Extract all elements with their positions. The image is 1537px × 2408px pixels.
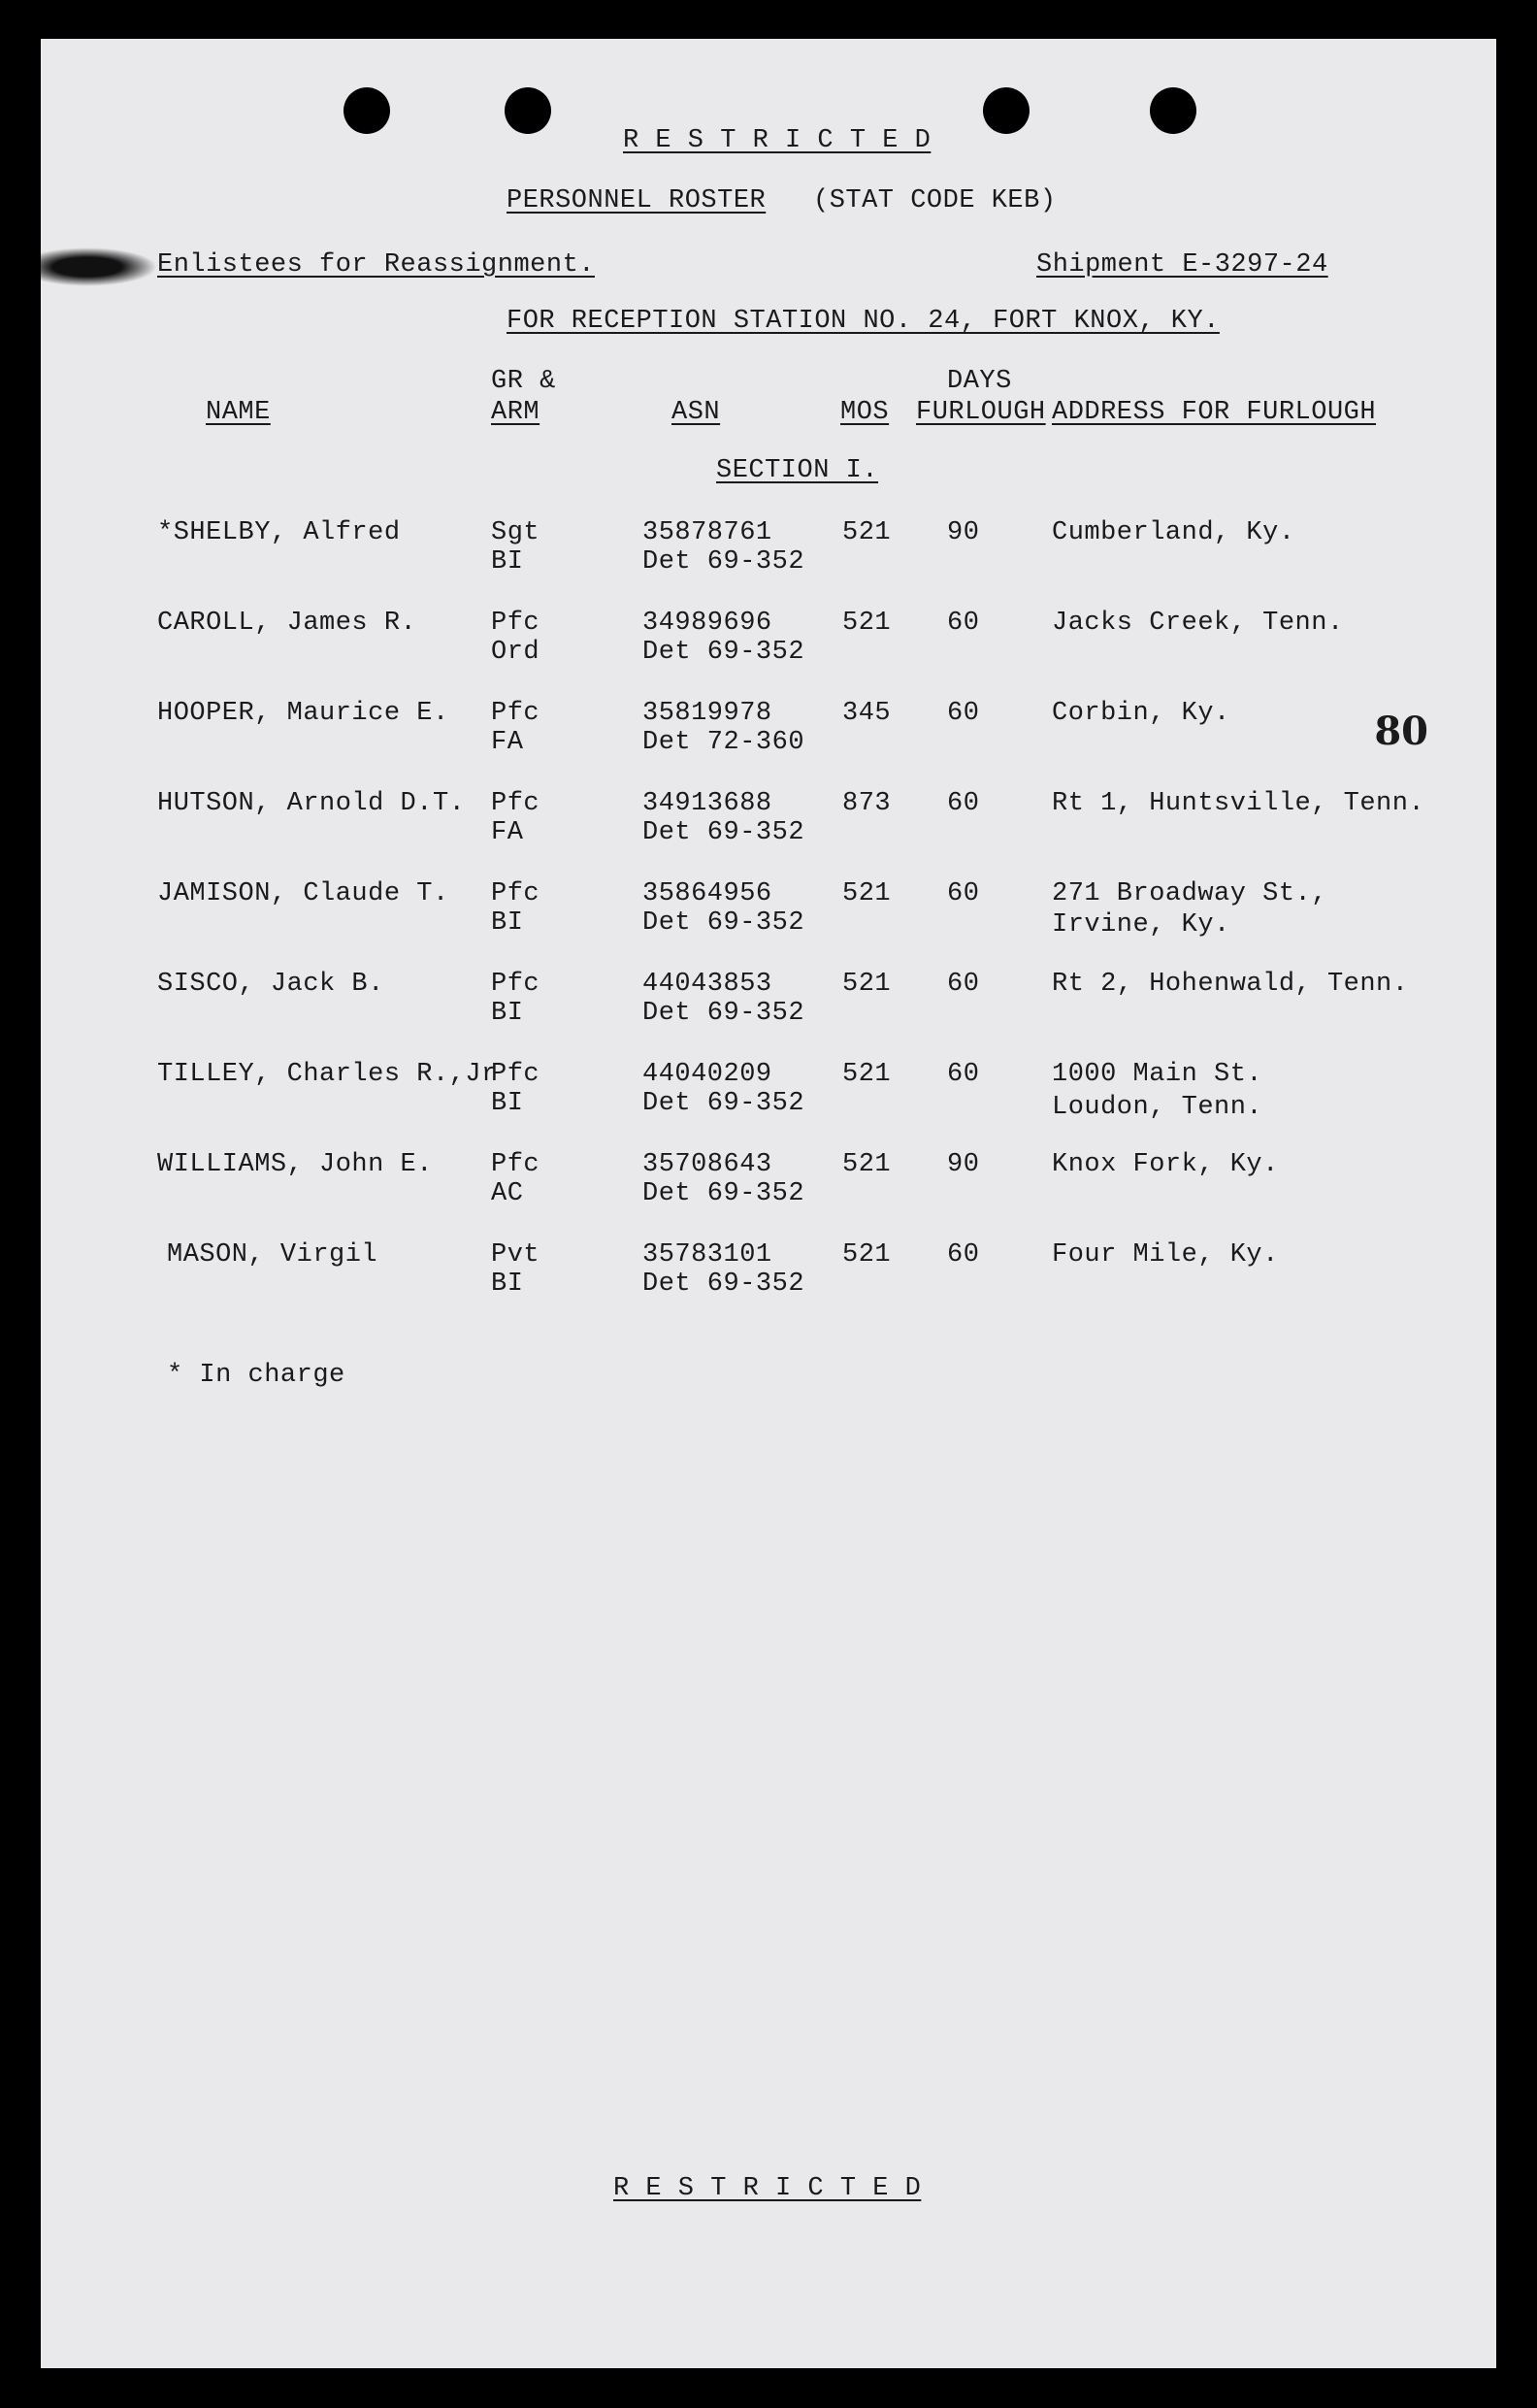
roster-title: PERSONNEL ROSTER [507, 186, 767, 215]
row-det: Det 69-352 [642, 999, 805, 1028]
row-arm: FA [491, 818, 524, 847]
row-days: 60 [947, 1240, 980, 1270]
row-address-2: Irvine, Ky. [1052, 910, 1230, 940]
punch-hole [983, 87, 1030, 134]
row-mos: 521 [842, 1060, 892, 1089]
col-grade-arm-top: GR & [491, 367, 556, 396]
row-days: 60 [947, 789, 980, 818]
row-days: 60 [947, 699, 980, 728]
row-name: JAMISON, Claude T. [157, 879, 449, 908]
row-name: HUTSON, Arnold D.T. [157, 789, 466, 818]
row-det: Det 69-352 [642, 1270, 805, 1299]
document-page [41, 39, 1496, 2368]
row-asn: 44043853 [642, 970, 772, 999]
row-address: Cumberland, Ky. [1052, 518, 1295, 547]
row-asn: 35819978 [642, 699, 772, 728]
row-grade: Pvt [491, 1240, 540, 1270]
row-address: Rt 1, Huntsville, Tenn. [1052, 789, 1425, 818]
row-grade: Pfc [491, 789, 540, 818]
row-det: Det 69-352 [642, 908, 805, 938]
row-address: Knox Fork, Ky. [1052, 1150, 1279, 1179]
row-address: 1000 Main St. [1052, 1060, 1263, 1089]
row-arm: Ord [491, 638, 540, 667]
row-mos: 521 [842, 518, 892, 547]
enlistees-label: Enlistees for Reassignment. [157, 250, 595, 280]
row-asn: 35878761 [642, 518, 772, 547]
row-days: 60 [947, 970, 980, 999]
row-address: Corbin, Ky. [1052, 699, 1230, 728]
punch-hole [505, 87, 551, 134]
row-grade: Sgt [491, 518, 540, 547]
row-grade: Pfc [491, 609, 540, 638]
shipment-number: Shipment E-3297-24 [1036, 250, 1328, 280]
row-asn: 34913688 [642, 789, 772, 818]
ink-smear [41, 247, 157, 286]
row-det: Det 69-352 [642, 1179, 805, 1208]
row-days: 90 [947, 518, 980, 547]
row-days: 90 [947, 1150, 980, 1179]
row-mos: 521 [842, 879, 892, 908]
col-days-top: DAYS [947, 367, 1012, 396]
col-grade-arm-bottom: ARM [491, 398, 540, 427]
row-days: 60 [947, 1060, 980, 1089]
row-address: Four Mile, Ky. [1052, 1240, 1279, 1270]
row-name: *SHELBY, Alfred [157, 518, 401, 547]
row-name: MASON, Virgil [167, 1240, 378, 1270]
col-days-bottom: FURLOUGH [916, 398, 1046, 427]
row-asn: 44040209 [642, 1060, 772, 1089]
row-address: Rt 2, Hohenwald, Tenn. [1052, 970, 1409, 999]
row-address-2: Loudon, Tenn. [1052, 1093, 1263, 1122]
row-asn: 35708643 [642, 1150, 772, 1179]
footnote: * In charge [167, 1361, 345, 1390]
restricted-header: R E S T R I C T E D [623, 126, 932, 155]
col-name: NAME [206, 398, 271, 427]
section-title: SECTION I. [716, 456, 879, 485]
col-mos: MOS [840, 398, 890, 427]
row-asn: 35783101 [642, 1240, 772, 1270]
destination-line: FOR RECEPTION STATION NO. 24, FORT KNOX, KY. [507, 307, 1220, 336]
page-number: 80 [1374, 709, 1428, 754]
row-arm: BI [491, 999, 524, 1028]
row-arm: BI [491, 1089, 524, 1118]
row-det: Det 69-352 [642, 547, 805, 577]
row-grade: Pfc [491, 699, 540, 728]
row-address: Jacks Creek, Tenn. [1052, 609, 1344, 638]
row-address: 271 Broadway St., [1052, 879, 1327, 908]
row-grade: Pfc [491, 970, 540, 999]
row-arm: AC [491, 1179, 524, 1208]
row-name: SISCO, Jack B. [157, 970, 384, 999]
row-days: 60 [947, 609, 980, 638]
row-arm: FA [491, 728, 524, 757]
row-mos: 345 [842, 699, 892, 728]
col-address: ADDRESS FOR FURLOUGH [1052, 398, 1377, 427]
row-det: Det 69-352 [642, 1089, 805, 1118]
row-arm: BI [491, 908, 524, 938]
row-asn: 35864956 [642, 879, 772, 908]
punch-hole [1150, 87, 1196, 134]
restricted-footer: R E S T R I C T E D [613, 2174, 922, 2203]
punch-hole [343, 87, 390, 134]
row-name: CAROLL, James R. [157, 609, 417, 638]
col-asn: ASN [671, 398, 721, 427]
row-name: HOOPER, Maurice E. [157, 699, 449, 728]
row-det: Det 69-352 [642, 818, 805, 847]
row-days: 60 [947, 879, 980, 908]
row-det: Det 69-352 [642, 638, 805, 667]
row-grade: Pfc [491, 1060, 540, 1089]
row-arm: BI [491, 547, 524, 577]
row-mos: 521 [842, 1150, 892, 1179]
row-mos: 521 [842, 1240, 892, 1270]
row-mos: 521 [842, 609, 892, 638]
row-grade: Pfc [491, 1150, 540, 1179]
row-mos: 873 [842, 789, 892, 818]
row-name: WILLIAMS, John E. [157, 1150, 433, 1179]
row-asn: 34989696 [642, 609, 772, 638]
row-mos: 521 [842, 970, 892, 999]
stat-code: (STAT CODE KEB) [813, 186, 1057, 215]
row-name: TILLEY, Charles R.,Jr [157, 1060, 498, 1089]
row-grade: Pfc [491, 879, 540, 908]
row-det: Det 72-360 [642, 728, 805, 757]
row-arm: BI [491, 1270, 524, 1299]
